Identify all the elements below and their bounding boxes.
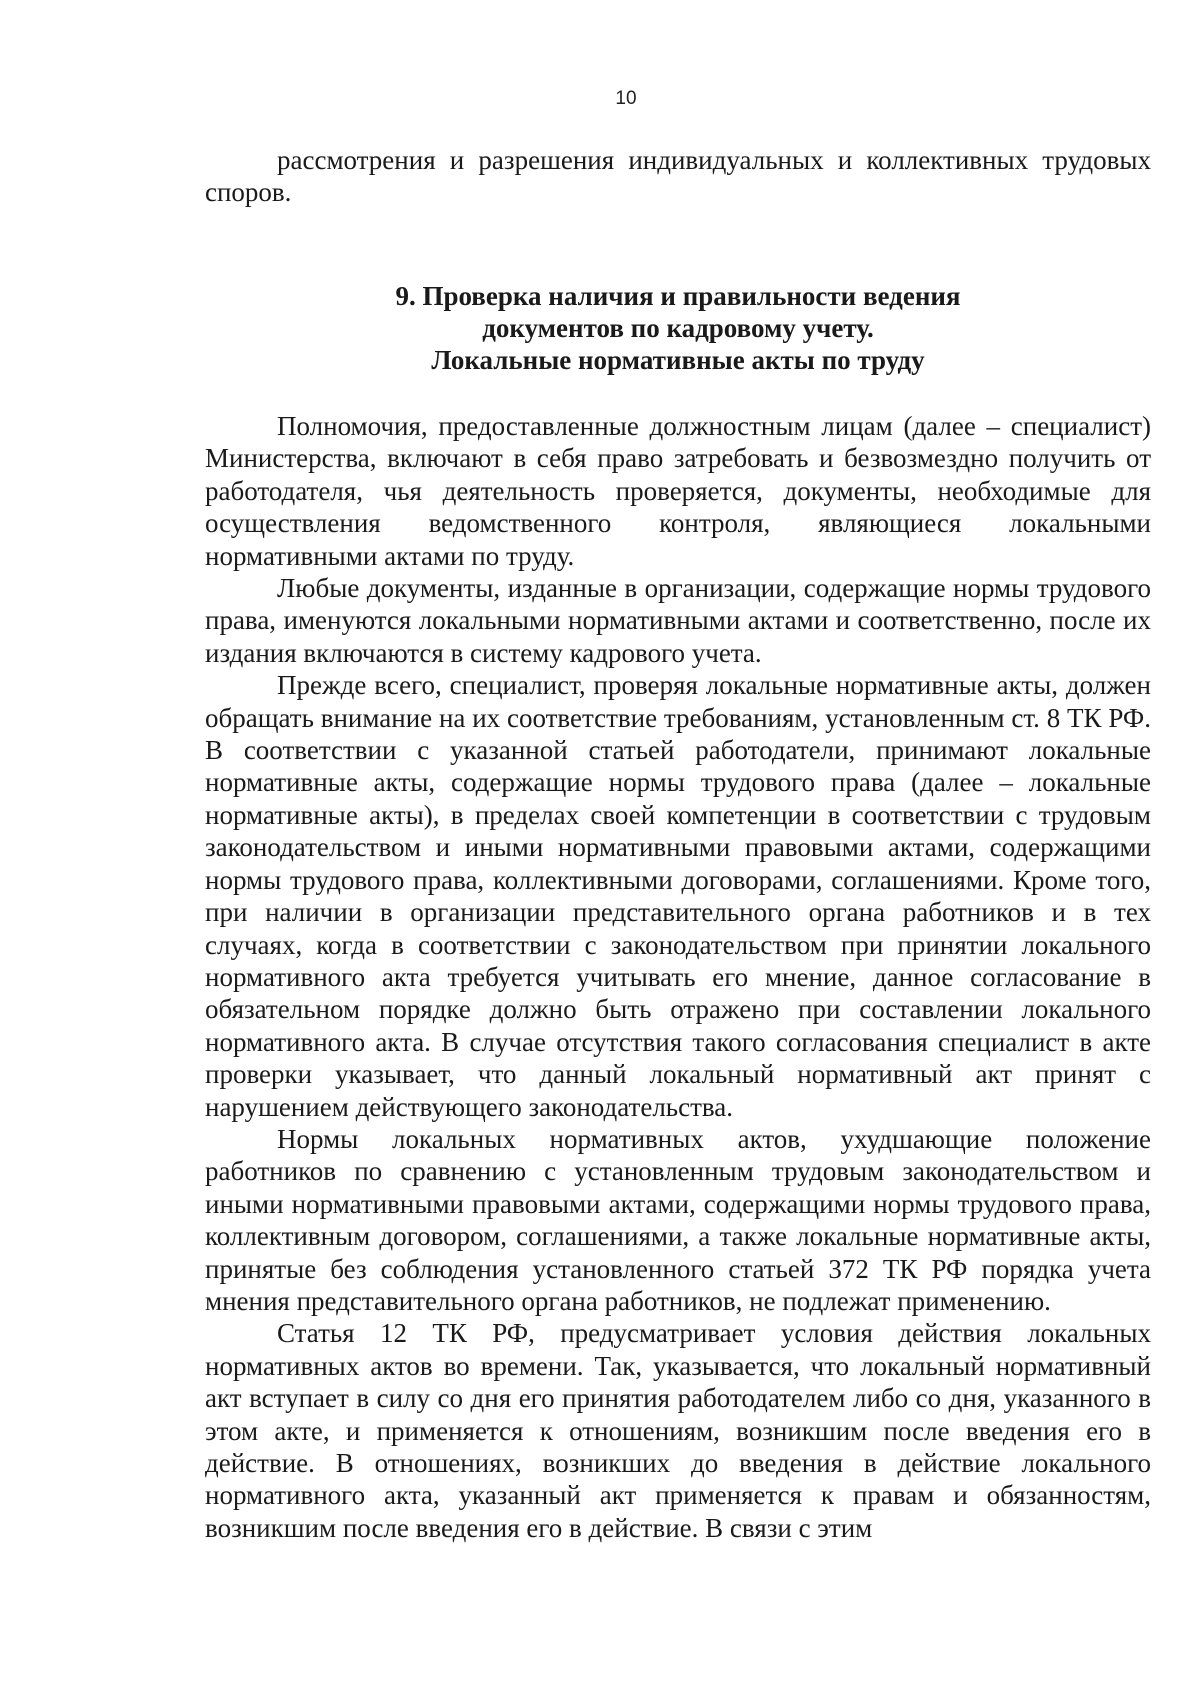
paragraph-worsening-norms: Нормы локальных нормативных актов, ухудшающие положение работников по сравнению с установленным трудовым законодательством и иными нормативными правовыми актами, содержащими нормы трудового права, коллективным договором, соглашениями, а также локальные нормативные акты, принятые без соблюдения установленного статьей 372 ТК РФ порядка учета мнения представительного органа работников, не подлежат применению. [205, 1123, 1151, 1316]
page-number: 10 [615, 88, 637, 109]
section-body [205, 410, 1151, 1544]
paragraph-article-8: Прежде всего, специалист, проверяя локальные нормативные акты, должен обращать внимание на их соответствие требованиям, установленным ст. 8 ТК РФ. В соответствии с указанной статьей работодатели, принимают локальные нормативные акты, содержащие нормы трудового права (далее – локальные нормативные акты), в пределах своей компетенции в соответствии с трудовым законодательством и иными нормативными правовыми актами, содержащими нормы трудового права, коллективными договорами, соглашениями. Кроме того, при наличии в организации представительного органа работников и в тех случаях, когда в соответствии с законодательством при принятии локального нормативного акта требуется учитывать его мнение, данное согласование в обязательном порядке должно быть отражено при составлении локального нормативного акта. В случае отсутствия такого согласования специалист в акте проверки указывает, что данный локальный нормативный акт принят с нарушением действующего законодательства. [205, 670, 1151, 1122]
section-heading-line-2: документов по кадровому учету. [482, 313, 874, 343]
section-heading [205, 280, 1151, 376]
continuation-paragraph [205, 144, 1151, 209]
paragraph-article-12: Статья 12 ТК РФ, предусматривает условия действия локальных нормативных актов во времени. Так, указывается, что локальный нормативный акт вступает в силу со дня его принятия работодателем либо со дня, указанного в этом акте, и применяется к отношениям, возникшим после введения его в действие. В отношениях, возникших до введения в действие локального нормативного акта, указанный акт применяется к правам и обязанностям, возникшим после введения его в действие. В связи с этим [205, 1318, 1151, 1543]
paragraph-local-documents: Любые документы, изданные в организации, содержащие нормы трудового права, именуются локальными нормативными актами и соответственно, после их издания включаются в систему кадрового учета. [205, 573, 1151, 668]
continuation-text: рассмотрения и разрешения индивидуальных и коллективных трудовых споров. [205, 145, 1151, 208]
section-heading-line-1: 9. Проверка наличия и правильности ведения [395, 281, 961, 311]
paragraph-authority: Полномочия, предоставленные должностным лицам (далее – специалист) Министерства, включают в себя право затребовать и безвозмездно получить от работодателя, чья деятельность проверяется, документы, необходимые для осуществления ведомственного контроля, являющиеся локальными нормативными актами по труду. [205, 411, 1151, 571]
section-heading-line-3: Локальные нормативные акты по труду [431, 345, 925, 375]
